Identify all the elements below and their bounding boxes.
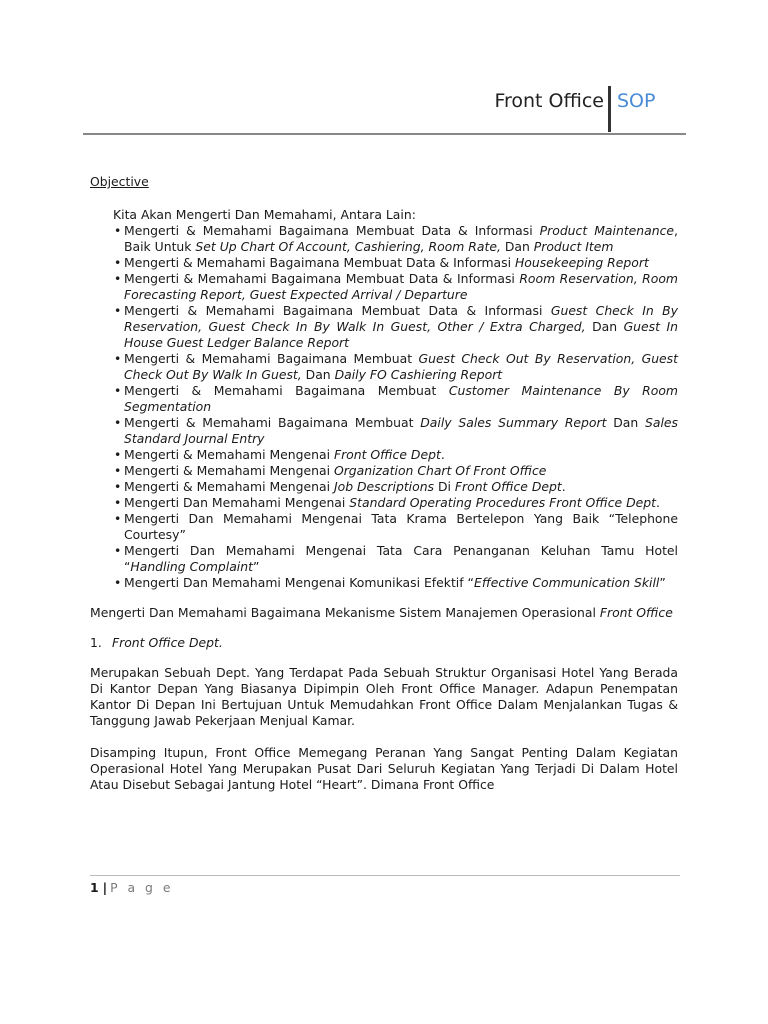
mekanisme-text bbox=[90, 605, 678, 621]
objective-item bbox=[90, 271, 678, 303]
header-rule bbox=[83, 133, 686, 135]
objective-item bbox=[90, 383, 678, 415]
objective-text: Mengerti & Memahami Bagaimana Membuat Data & Informasi bbox=[124, 223, 540, 238]
objective-italic-text: Standard Operating Procedures Front Office Dept bbox=[349, 495, 656, 510]
paragraph: Disamping Itupun, Front Office Memegang Peranan Yang Sangat Penting Dalam Kegiatan Operasional Hotel Yang Merupakan Pusat Dari Seluruh Kegiatan Yang Terjadi Di Dalam Hotel Atau Disebut Sebagai Jantung Hotel “Heart”. Dimana Front Office bbox=[90, 745, 678, 792]
objective-item bbox=[90, 223, 678, 255]
objective-italic-text: Handling Complaint bbox=[130, 559, 253, 574]
page-label: P a g e bbox=[110, 880, 174, 895]
mekanisme-italic: Front Office bbox=[599, 605, 673, 620]
objective-text: , Baik Untuk bbox=[124, 223, 678, 254]
page-number: 1 bbox=[90, 880, 99, 895]
header-tag: SOP bbox=[617, 90, 656, 112]
objective-item bbox=[90, 575, 678, 591]
objective-item bbox=[90, 479, 678, 495]
objective-italic-text: Guest Check Out By Reservation, Guest Check Out By Walk In Guest, bbox=[124, 351, 678, 382]
objective-text: Mengerti & Memahami Mengenai bbox=[124, 479, 334, 494]
objectives-list bbox=[90, 223, 678, 591]
objective-italic-text: Job Descriptions bbox=[333, 479, 435, 494]
objective-italic-text: Guest In House Guest Ledger Balance Report bbox=[124, 319, 678, 350]
intro-text: Kita Akan Mengerti Dan Memahami, Antara Lain: bbox=[113, 207, 416, 222]
objective-text: Dan bbox=[585, 319, 624, 334]
objective-italic-text: Set Up Chart Of Account, Cashiering, Room Rate, bbox=[195, 239, 501, 254]
objective-text: Mengerti & Memahami Bagaimana Membuat bbox=[124, 351, 419, 366]
section-title: Front Office Dept. bbox=[112, 635, 223, 650]
objective-text: ” bbox=[659, 575, 666, 590]
objective-italic-text: Sales Standard Journal Entry bbox=[124, 415, 678, 446]
page-footer bbox=[90, 880, 173, 895]
objective-text: Mengerti & Memahami Bagaimana Membuat bbox=[124, 383, 449, 398]
objective-italic-text: Daily FO Cashiering Report bbox=[334, 367, 503, 382]
objective-text: . bbox=[561, 479, 566, 494]
objective-text: Mengerti Dan Memahami Mengenai Tata Krama Bertelepon Yang Baik “Telephone Courtesy” bbox=[124, 511, 678, 542]
section-number: 1. bbox=[90, 635, 102, 650]
section-heading bbox=[90, 635, 678, 651]
objective-text: Mengerti Dan Memahami Mengenai bbox=[124, 495, 350, 510]
objective-italic-text: Product Maintenance bbox=[539, 223, 675, 238]
objective-item bbox=[90, 463, 678, 479]
objective-italic-text: Housekeeping Report bbox=[514, 255, 649, 270]
objective-italic-text: Guest Check In By Reservation, Guest Check In By Walk In Guest, Other / Extra Charged, bbox=[124, 303, 678, 334]
objective-text: . bbox=[655, 495, 660, 510]
objective-italic-text: Daily Sales Summary Report bbox=[420, 415, 607, 430]
objective-text: Dan bbox=[606, 415, 646, 430]
objective-text: Mengerti & Memahami Bagaimana Membuat Data & Informasi bbox=[124, 303, 551, 318]
objective-text: ” bbox=[252, 559, 260, 574]
objective-item bbox=[90, 415, 678, 447]
objective-italic-text: Room Reservation, Room Forecasting Report, Guest Expected Arrival / Departure bbox=[124, 271, 678, 302]
objective-italic-text: Front Office Dept bbox=[454, 479, 562, 494]
footer-rule bbox=[90, 875, 680, 876]
objective-heading: Objective bbox=[90, 174, 149, 189]
objective-text: Mengerti Dan Memahami Mengenai Komunikasi Efektif “ bbox=[124, 575, 474, 590]
document-body bbox=[90, 174, 678, 809]
objective-text: Mengerti & Memahami Mengenai bbox=[124, 447, 334, 462]
page-separator: | bbox=[102, 880, 108, 895]
paragraph: Merupakan Sebuah Dept. Yang Terdapat Pada Sebuah Struktur Organisasi Hotel Yang Berada Di Kantor Depan Yang Biasanya Dipimpin Oleh Front Office Manager. Adapun Penempatan Kantor Di Depan Ini Bertujuan Untuk Memudahkan Front Office Dalam Menjalankan Tugas & Tanggung Jawab Pekerjaan Menjual Kamar. bbox=[90, 665, 678, 728]
objective-item bbox=[90, 543, 678, 575]
objective-text: Di bbox=[434, 479, 455, 494]
objective-item bbox=[90, 511, 678, 543]
objective-italic-text: Product Item bbox=[533, 239, 614, 254]
objective-italic-text: Customer Maintenance By Room Segmentation bbox=[124, 383, 678, 414]
header-title: Front Office bbox=[494, 90, 604, 112]
objective-italic-text: Effective Communication Skill bbox=[473, 575, 660, 590]
objective-text: . bbox=[440, 447, 445, 462]
objective-text: Dan bbox=[301, 367, 335, 382]
mekanisme-plain: Mengerti Dan Memahami Bagaimana Mekanisme Sistem Manajemen Operasional bbox=[90, 605, 600, 620]
objective-italic-text: Front Office Dept bbox=[333, 447, 441, 462]
objective-item bbox=[90, 351, 678, 383]
objective-item bbox=[90, 255, 678, 271]
objective-item bbox=[90, 495, 678, 511]
objective-text: Mengerti & Memahami Bagaimana Membuat Data & Informasi bbox=[124, 255, 515, 270]
objective-text: Mengerti & Memahami Bagaimana Membuat bbox=[124, 415, 421, 430]
objective-text: Mengerti & Memahami Bagaimana Membuat Data & Informasi bbox=[124, 271, 520, 286]
objective-text: Mengerti & Memahami Mengenai bbox=[124, 463, 334, 478]
objective-item bbox=[90, 447, 678, 463]
objective-item bbox=[90, 303, 678, 351]
header-divider bbox=[608, 86, 611, 132]
objective-text: Mengerti Dan Memahami Mengenai Tata Cara Penanganan Keluhan Tamu Hotel “ bbox=[124, 543, 678, 574]
objective-text: Dan bbox=[500, 239, 534, 254]
objective-italic-text: Organization Chart Of Front Office bbox=[333, 463, 547, 478]
